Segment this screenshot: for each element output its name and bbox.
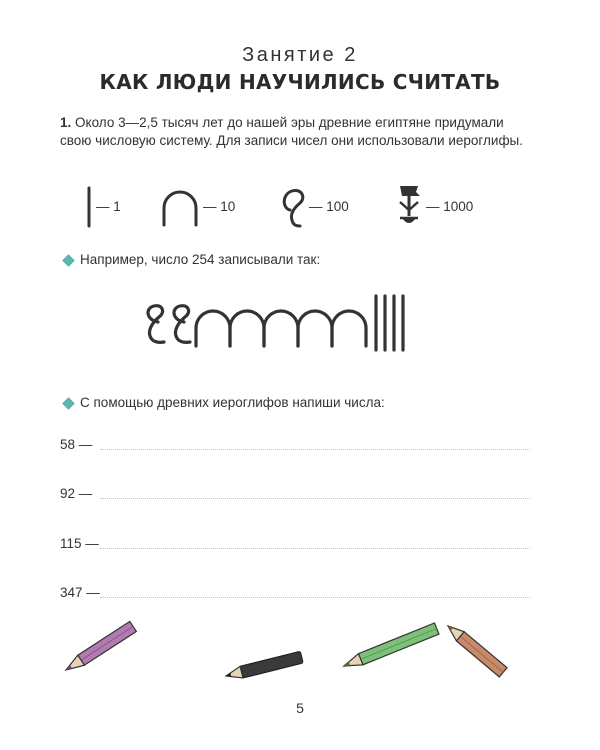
glyph-label-1: — 1 (96, 199, 121, 214)
answer-line-115[interactable] (100, 548, 530, 549)
glyph-label-10: — 10 (203, 199, 236, 214)
rope-coil-icon (148, 306, 164, 343)
diamond-bullet-icon (62, 254, 75, 267)
glyph-label-1000: — 1000 (426, 199, 474, 214)
task-intro (60, 114, 538, 150)
lesson-number: Занятие 2 (242, 44, 358, 66)
heel-bone-arch-icon (160, 188, 200, 228)
rope-coil-icon (278, 186, 308, 230)
page-title: КАК ЛЮДИ НАУЧИЛИСЬ СЧИТАТЬ (99, 70, 501, 94)
row-label-92: 92 — (60, 486, 93, 501)
stroke-icon (84, 186, 96, 228)
row-label-115: 115 — (60, 536, 99, 551)
row-label-58: 58 — (60, 437, 93, 452)
black-pencil-icon (222, 646, 302, 682)
answer-line-58[interactable] (100, 449, 530, 450)
task-text: Около 3—2,5 тысяч лет до нашей эры древние египтяне придумали свою числовую систему. Для записи чисел они использовали иероглифы. (60, 115, 524, 148)
rope-coil-icon (174, 306, 190, 343)
purple-pencil-icon (62, 630, 132, 674)
heel-bone-arch-icon (196, 311, 230, 346)
heel-bone-arch-icon (264, 311, 298, 346)
task-number: 1. (60, 115, 72, 130)
lotus-flower-icon (394, 182, 424, 230)
answer-line-347[interactable] (100, 597, 530, 598)
brown-pencil-icon (444, 622, 508, 674)
example-254-hieroglyphs (140, 290, 440, 360)
example-text: Например, число 254 записывали так: (80, 252, 321, 267)
answer-line-92[interactable] (100, 498, 530, 499)
heel-bone-arch-icon (332, 311, 366, 346)
heel-bone-arch-icon (230, 311, 264, 346)
glyph-label-100: — 100 (309, 199, 349, 214)
exercise-prompt: С помощью древних иероглифов напиши числа: (80, 395, 385, 410)
page-number: 5 (296, 700, 304, 716)
heel-bone-arch-icon (298, 311, 332, 346)
diamond-bullet-icon (62, 397, 75, 410)
green-pencil-icon (338, 620, 438, 670)
row-label-347: 347 — (60, 585, 100, 600)
